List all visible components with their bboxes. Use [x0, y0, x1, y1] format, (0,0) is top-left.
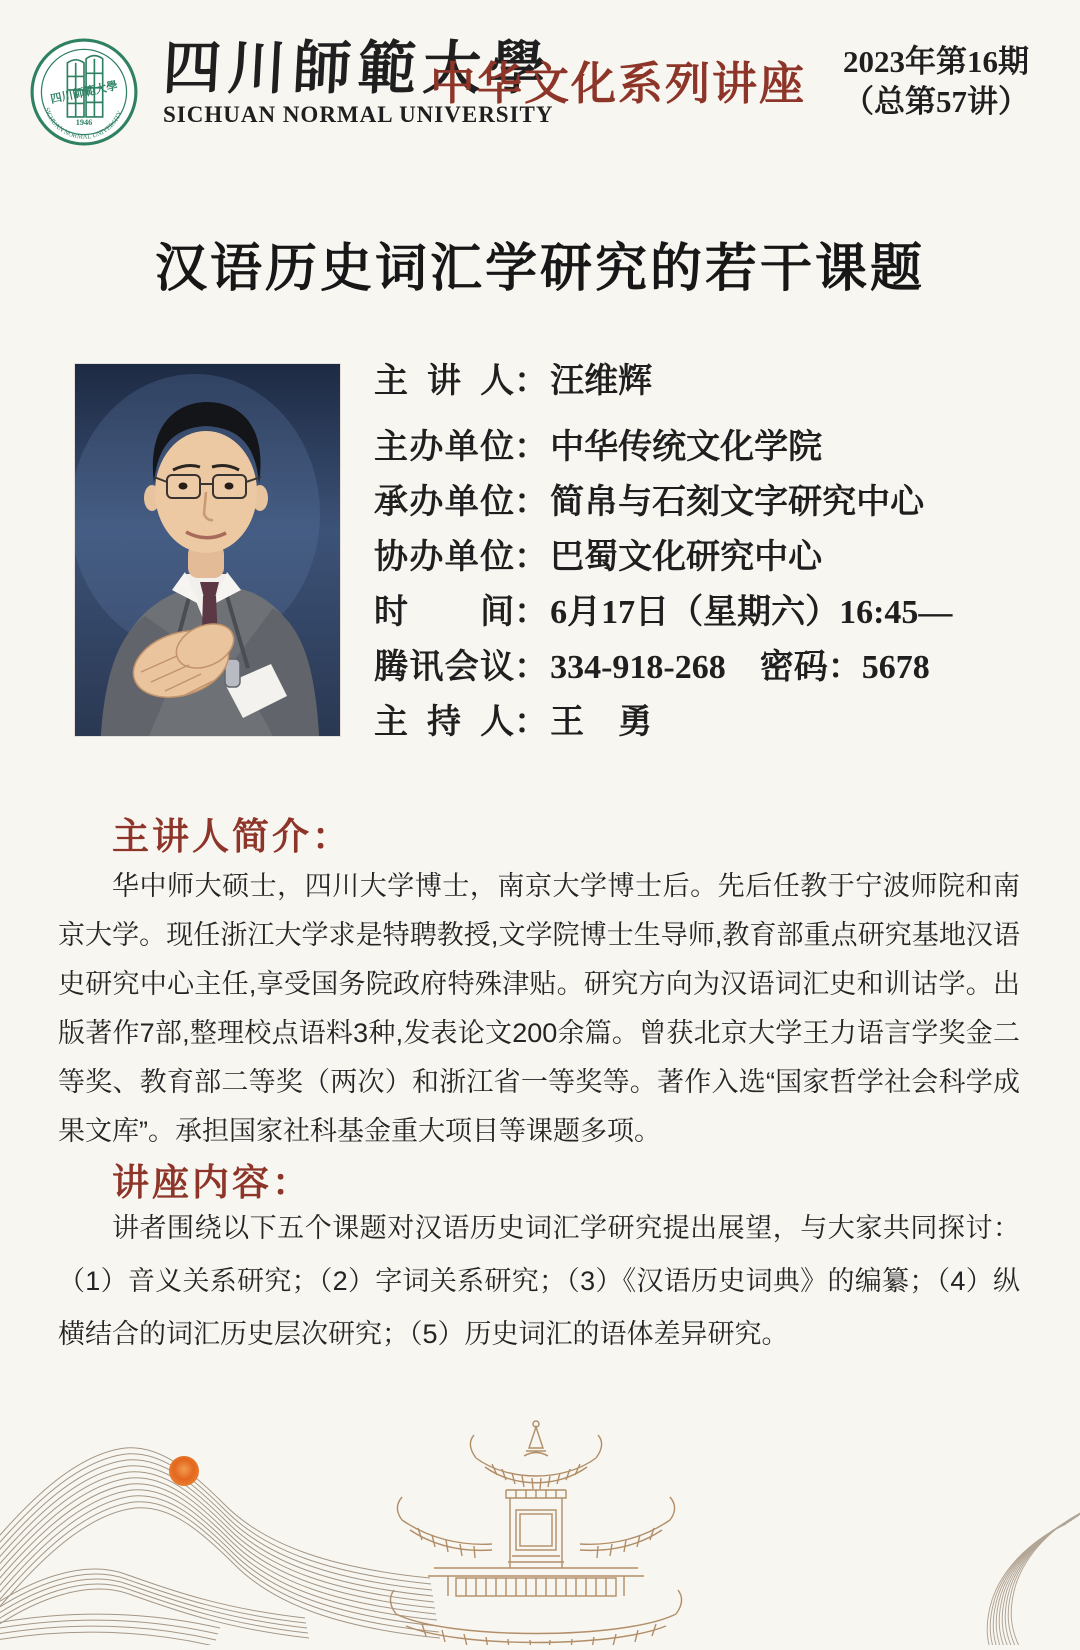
pavilion-illustration: [390, 1421, 681, 1645]
sun-icon: [169, 1456, 199, 1486]
lecture-series-title: 中华文化系列讲座: [430, 59, 807, 109]
university-name-calligraphy: 四川師範大學: [161, 36, 555, 101]
info-label: 主持人: [374, 704, 515, 741]
issue-line2: （总第57讲）: [843, 84, 1029, 119]
info-value: 中华传统文化学院: [550, 429, 823, 466]
info-row-moderator: [374, 691, 1014, 746]
seal-year: 1946: [75, 118, 93, 128]
info-row-meeting: [374, 636, 1014, 691]
lecture-info-list: [374, 350, 1014, 746]
info-value: 巴蜀文化研究中心: [550, 539, 823, 576]
info-colon: ：: [514, 594, 549, 631]
info-row-organizer: [374, 471, 1014, 526]
info-colon: ：: [514, 363, 549, 400]
info-colon: ：: [514, 484, 549, 521]
info-label: 主办单位: [374, 429, 515, 466]
bio-paragraph: 华中师大硕士，四川大学博士，南京大学博士后。先后任教于宁波师院和南京大学。现任浙江大学求是特聘教授,文学院博士生导师,教育部重点研究基地汉语史研究中心主任,享受国务院政府特殊津贴。研究方向为汉语词汇史和训诂学。出版著作7部,整理校点语料3种,发表论文200余篇。曾获北京大学王力语言学奖金二等奖、教育部二等奖（两次）和浙江省一等奖等。著作入选“国家哲学社会科学成果文库”。承担国家社科基金重大项目等课题多项。: [58, 871, 1020, 1146]
info-value: 334-918-268 密码：5678: [550, 649, 930, 686]
info-value: 简帛与石刻文字研究中心: [550, 484, 925, 521]
info-label: 主讲人: [374, 363, 515, 400]
info-colon: ：: [514, 429, 549, 466]
speaker-photo: [75, 364, 340, 736]
info-value: 汪维辉: [550, 363, 653, 400]
info-label: 腾讯会议: [374, 649, 515, 686]
footer-decoration: [0, 1360, 1080, 1645]
info-label: 时间: [374, 594, 515, 631]
seal-calligraphy-text: 四川師範大學: [49, 80, 119, 107]
info-row-time: [374, 581, 1014, 636]
info-row-host-unit: [374, 416, 1014, 471]
info-colon: ：: [514, 704, 549, 741]
content-section-heading: 讲座内容：: [112, 1163, 312, 1204]
info-value: 6月17日（星期六）16:45—: [550, 594, 953, 631]
university-seal-icon: [30, 38, 138, 146]
mountain-line-art-right: [987, 1508, 1080, 1645]
lecture-title: 汉语历史词汇学研究的若干课题: [154, 241, 925, 298]
info-row-co-organizer: [374, 526, 1014, 581]
info-label: 协办单位: [374, 539, 515, 576]
info-colon: ：: [514, 539, 549, 576]
info-label: 承办单位: [374, 484, 515, 521]
issue-line1: 2023年第16期: [843, 44, 1029, 79]
info-colon: ：: [514, 649, 549, 686]
mountain-line-art-left: [0, 1448, 440, 1645]
info-value: 王 勇: [550, 704, 653, 741]
university-name-english: SICHUAN NORMAL UNIVERSITY: [163, 102, 554, 127]
content-paragraph: 讲者围绕以下五个课题对汉语历史词汇学研究提出展望，与大家共同探讨：（1）音义关系研究；（2）字词关系研究；（3）《汉语历史词典》的编纂；（4）纵横结合的词汇历史层次研究；（5）历史词汇的语体差异研究。: [58, 1213, 1020, 1349]
seal-ring-text: SICHUAN NORMAL UNIVERSITY: [42, 106, 125, 141]
university-logo: [30, 38, 138, 146]
issue-number: [808, 42, 1064, 122]
info-row-speaker: [374, 350, 1014, 405]
bio-section-heading: 主讲人简介：: [112, 817, 352, 858]
speaker-portrait-illustration: [75, 364, 340, 736]
